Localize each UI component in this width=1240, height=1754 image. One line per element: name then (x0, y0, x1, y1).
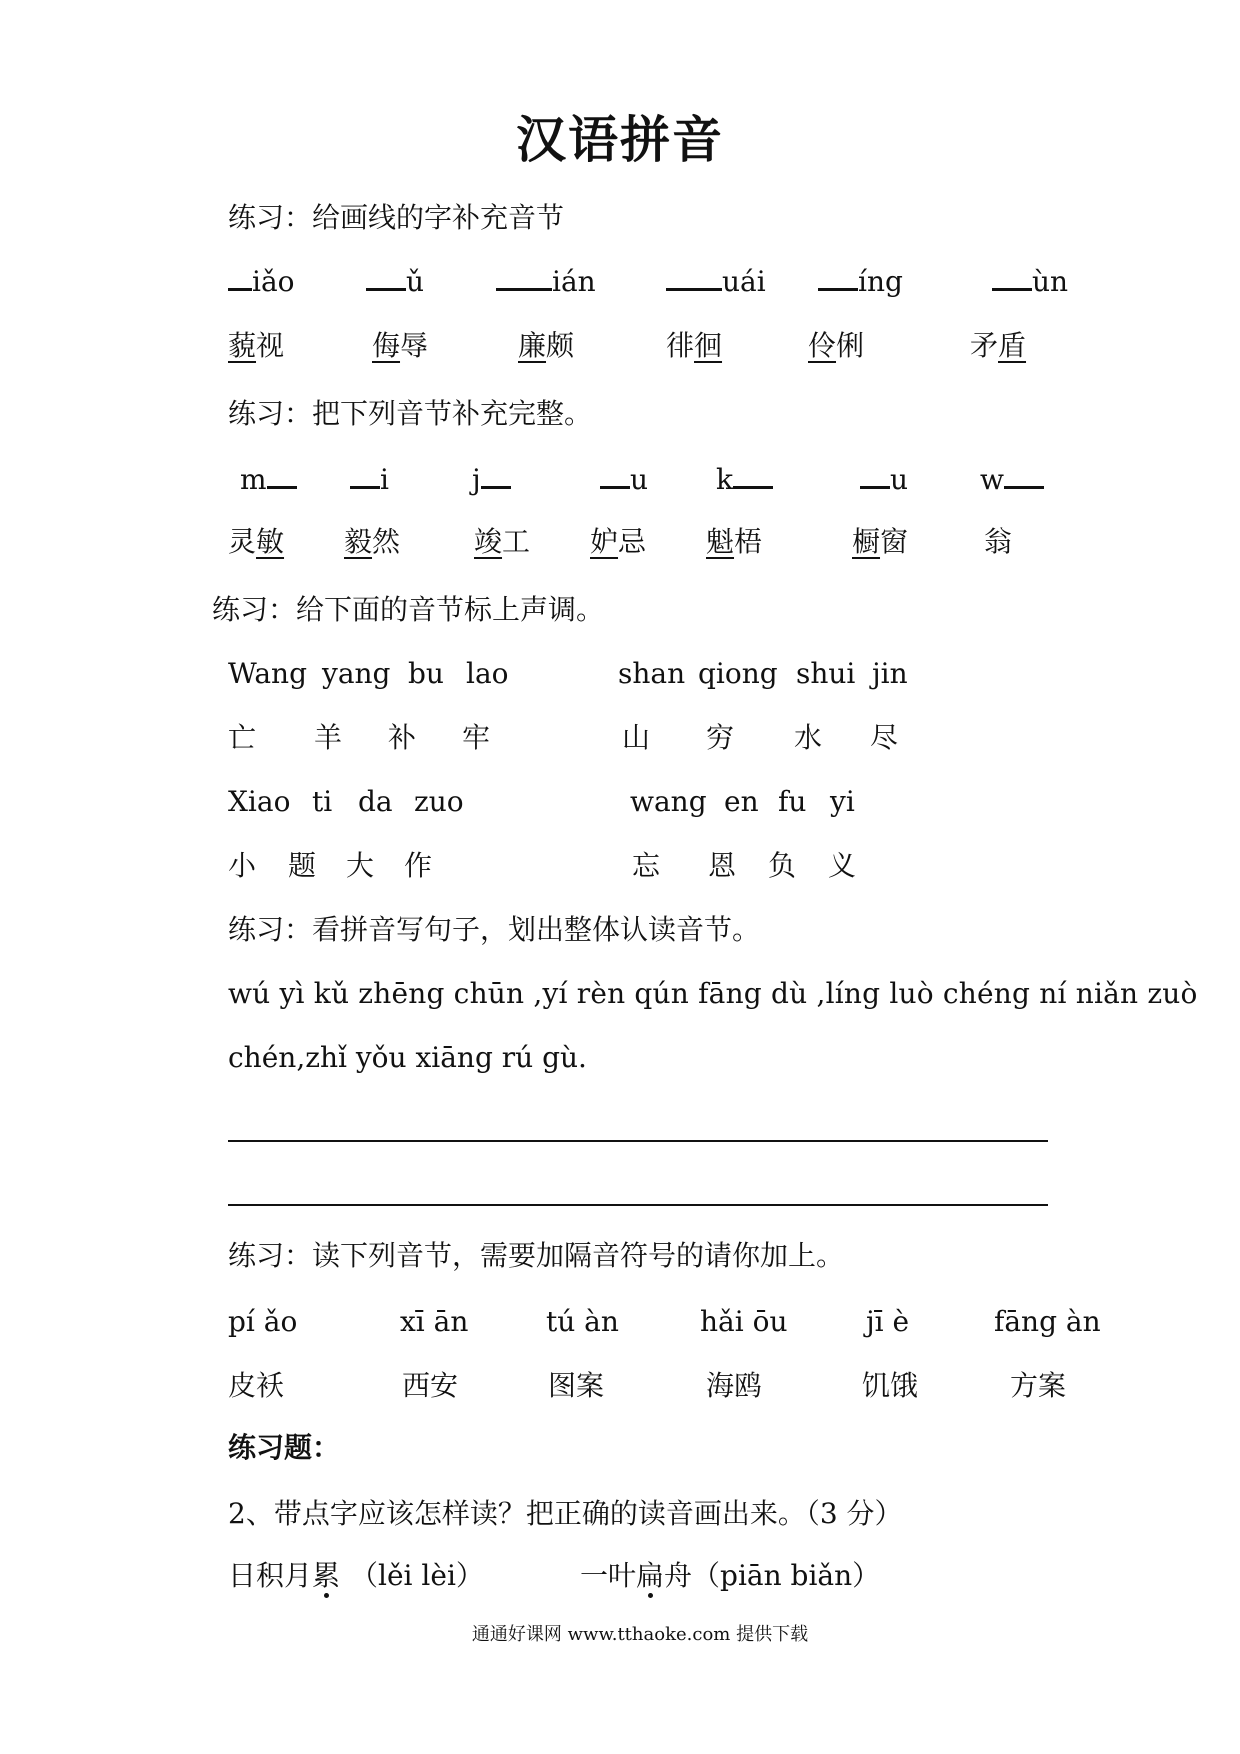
page-footer: 通通好课网 www.tthaoke.com 提供下载 (471, 1624, 809, 1645)
page-title: 汉语拼音 (516, 111, 724, 169)
ex3-cell: 忘 (632, 849, 661, 882)
ex4-pinyin-line-2: chén,zhǐ yǒu xiāng rú gù. (228, 1041, 587, 1074)
plain-char: 俐 (836, 329, 865, 362)
item1-dotted-char: 累 (312, 1559, 341, 1592)
ex3-cell: zuo (414, 785, 464, 818)
underlined-char: 侮 (372, 329, 401, 362)
ex2-syllable-letter: w (980, 463, 1004, 496)
ex2-syllable (350, 460, 389, 500)
underlined-char: 魁 (706, 525, 735, 558)
ex3-cell: jin (872, 657, 908, 690)
ex3-cell: shui (796, 657, 856, 690)
ex3-cell: wang (630, 785, 707, 818)
ex1-pinyin-text: ián (552, 265, 596, 298)
answer-line-2[interactable] (228, 1204, 1048, 1206)
underlined-char: 盾 (998, 329, 1027, 362)
practice-item-1 (228, 1556, 484, 1596)
item2-dotted-char: 扁 (636, 1559, 665, 1592)
ex5-pinyin-item: pí ǎo (228, 1305, 298, 1338)
ex3-heading: 练习：给下面的音节标上声调。 (212, 593, 605, 626)
ex5-pinyin-item: hǎi ōu (700, 1305, 788, 1338)
ex1-word (970, 326, 1026, 366)
ex1-heading: 练习：给画线的字补充音节 (228, 201, 565, 234)
plain-char: 然 (372, 525, 401, 558)
ex1-pinyin-text: uái (722, 265, 766, 298)
ex5-word: 图案 (548, 1369, 605, 1402)
ex5-pinyin-item: xī ān (400, 1305, 469, 1338)
ex2-syllable (860, 460, 908, 500)
ex5-word: 海鸥 (706, 1369, 763, 1402)
ex3-cell: 小 (228, 849, 257, 882)
item1-options: （lěi lèi） (350, 1559, 484, 1592)
ex5-pinyin-item: jī è (866, 1305, 910, 1338)
ex2-blank (733, 460, 773, 489)
plain-char: 梧 (734, 525, 763, 558)
ex3-cell: 大 (346, 849, 375, 882)
practice-heading: 练习题： (228, 1431, 341, 1464)
ex2-syllable (600, 460, 648, 500)
ex1-pinyin-item (496, 262, 596, 302)
ex3-cell: 题 (288, 849, 317, 882)
ex1-word (518, 326, 574, 366)
ex3-cell: 负 (768, 849, 797, 882)
practice-question-2: 2、带点字应该怎样读？把正确的读音画出来。（3 分） (228, 1497, 903, 1530)
ex2-syllable-letter: u (630, 463, 649, 496)
ex3-cell: qiong (698, 657, 778, 690)
ex2-syllable-letter: u (890, 463, 909, 496)
underlined-char: 敏 (256, 525, 285, 558)
ex3-cell: en (724, 785, 759, 818)
underlined-char: 廉 (518, 329, 547, 362)
item2-prefix: 一叶 (580, 1559, 637, 1592)
plain-char: 辱 (400, 329, 429, 362)
underlined-char: 竣 (474, 525, 503, 558)
ex3-cell: ti (312, 785, 333, 818)
ex3-cell: shan (618, 657, 686, 690)
ex2-blank (481, 460, 511, 489)
ex1-word (666, 326, 722, 366)
ex1-word (228, 326, 284, 366)
ex1-pinyin-text: ǔ (406, 265, 425, 298)
ex5-word: 西安 (402, 1369, 459, 1402)
plain-char: 徘 (666, 329, 695, 362)
underlined-char: 伶 (808, 329, 837, 362)
ex5-word: 皮袄 (228, 1369, 285, 1402)
plain-char: 颇 (546, 329, 575, 362)
underlined-char: 藐 (228, 329, 257, 362)
ex2-syllable (980, 460, 1044, 500)
ex2-syllable (716, 460, 773, 500)
ex2-blank (350, 460, 380, 489)
ex3-cell: yang (322, 657, 391, 690)
plain-char: 视 (256, 329, 285, 362)
plain-char: 矛 (970, 329, 999, 362)
ex3-cell: bu (408, 657, 444, 690)
ex2-word (344, 522, 400, 562)
ex2-syllable-letter: m (240, 463, 267, 496)
ex3-cell: da (358, 785, 393, 818)
ex2-blank (1004, 460, 1044, 489)
ex5-heading: 练习：读下列音节，需要加隔音符号的请你加上。 (228, 1239, 845, 1272)
ex2-word (474, 522, 530, 562)
ex3-cell: 山 (622, 721, 651, 754)
practice-item-2 (580, 1556, 880, 1596)
ex1-word (808, 326, 864, 366)
ex3-cell: 义 (828, 849, 857, 882)
ex3-cell: 尽 (870, 721, 899, 754)
ex1-blank (666, 262, 722, 291)
ex2-syllable-letter: i (380, 463, 389, 496)
ex3-cell: 羊 (314, 721, 343, 754)
ex4-pinyin-line-1: wú yì kǔ zhēng chūn ,yí rèn qún fāng dù ,líng luò chéng ní niǎn zuò (228, 977, 1198, 1010)
ex1-blank (496, 262, 552, 291)
underlined-char: 橱 (852, 525, 881, 558)
plain-char: 工 (502, 525, 531, 558)
ex5-word: 饥饿 (862, 1369, 919, 1402)
ex2-syllable (472, 460, 511, 500)
ex1-pinyin-text: ùn (1032, 265, 1069, 298)
ex2-word (590, 522, 646, 562)
plain-char: 忌 (618, 525, 647, 558)
ex3-cell: 亡 (228, 721, 257, 754)
ex2-word (706, 522, 762, 562)
ex3-cell: 作 (404, 849, 433, 882)
ex4-heading: 练习：看拼音写句子，划出整体认读音节。 (228, 913, 761, 946)
ex3-cell: Wang (228, 657, 307, 690)
plain-char: 窗 (880, 525, 909, 558)
ex1-word (372, 326, 428, 366)
ex1-blank (818, 262, 858, 291)
ex1-blank (228, 262, 252, 291)
ex2-syllable-letter: k (716, 463, 733, 496)
plain-char: 灵 (228, 525, 257, 558)
ex2-word (228, 522, 284, 562)
ex2-syllable-letter: j (472, 463, 481, 496)
ex1-pinyin-item (992, 262, 1068, 302)
ex2-syllable (240, 460, 297, 500)
underlined-char: 徊 (694, 329, 723, 362)
ex1-blank (992, 262, 1032, 291)
item1-prefix: 日积月 (228, 1559, 313, 1592)
ex3-cell: yi (830, 785, 855, 818)
ex5-word: 方案 (1010, 1369, 1067, 1402)
ex2-word (852, 522, 908, 562)
ex1-pinyin-item (228, 262, 295, 302)
ex1-pinyin-text: iǎo (252, 265, 295, 298)
ex1-pinyin-item (666, 262, 766, 302)
ex3-cell: 穷 (706, 721, 735, 754)
ex3-cell: lao (466, 657, 509, 690)
ex3-cell: fu (778, 785, 807, 818)
ex3-cell: 牢 (462, 721, 491, 754)
ex3-cell: 恩 (708, 849, 737, 882)
ex2-heading: 练习：把下列音节补充完整。 (228, 397, 593, 430)
answer-line-1[interactable] (228, 1140, 1048, 1142)
plain-char: 翁 (984, 525, 1013, 558)
ex5-pinyin-item: tú àn (546, 1305, 619, 1338)
ex2-blank (860, 460, 890, 489)
ex1-pinyin-item (818, 262, 903, 302)
ex2-blank (267, 460, 297, 489)
ex3-cell: 水 (794, 721, 823, 754)
ex2-blank (600, 460, 630, 489)
item2-options: 舟（piān biǎn） (664, 1559, 881, 1592)
ex3-cell: Xiao (228, 785, 291, 818)
ex1-blank (366, 262, 406, 291)
ex1-pinyin-item (366, 262, 424, 302)
ex2-word (984, 522, 1012, 562)
ex1-pinyin-text: íng (858, 265, 903, 298)
ex3-cell: 补 (388, 721, 417, 754)
underlined-char: 毅 (344, 525, 373, 558)
ex5-pinyin-item: fāng àn (994, 1305, 1101, 1338)
underlined-char: 妒 (590, 525, 619, 558)
